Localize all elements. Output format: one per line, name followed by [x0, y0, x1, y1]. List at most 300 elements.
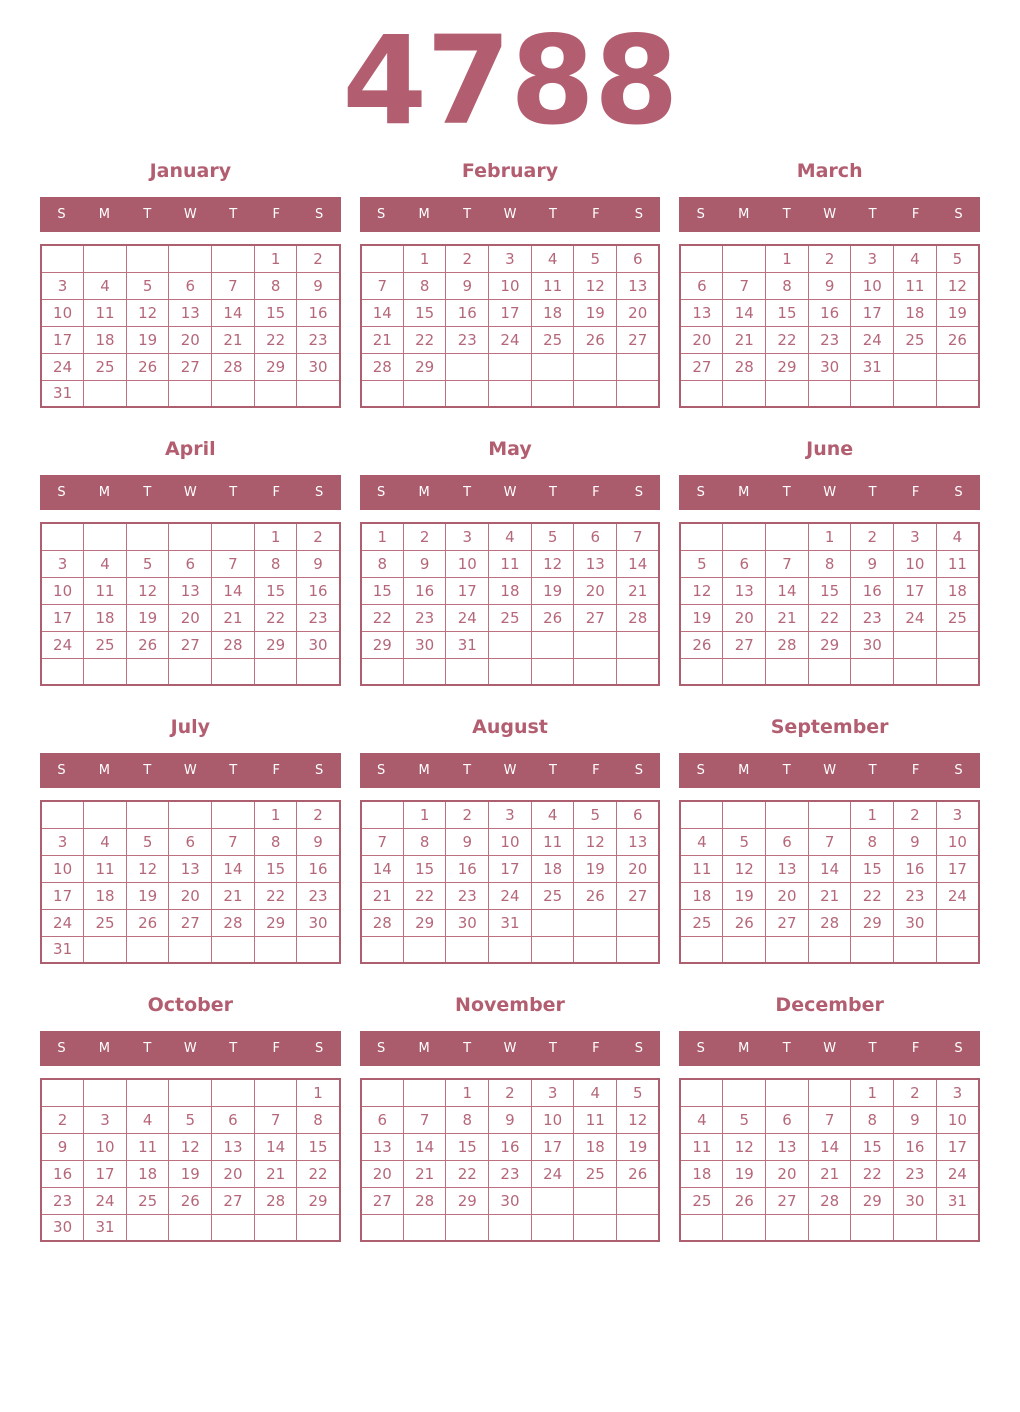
day-cell: 14 [254, 1133, 297, 1160]
day-cell: 12 [126, 299, 169, 326]
day-cell: 15 [254, 577, 297, 604]
day-cell: 29 [254, 909, 297, 936]
day-cell: 1 [254, 245, 297, 272]
day-cell [680, 936, 723, 963]
day-cell: 24 [41, 909, 84, 936]
month-block [360, 980, 661, 1258]
day-cell: 16 [446, 855, 489, 882]
day-cell: 1 [361, 523, 404, 550]
day-cell: 12 [723, 855, 766, 882]
day-cell: 13 [574, 550, 617, 577]
month-days-table [360, 800, 661, 964]
day-cell: 11 [126, 1133, 169, 1160]
weekday-header [360, 753, 661, 788]
day-cell [361, 245, 404, 272]
weekday-label: W [503, 485, 517, 500]
day-cell [531, 380, 574, 407]
day-cell: 17 [41, 326, 84, 353]
day-cell: 19 [126, 604, 169, 631]
week-row [361, 909, 660, 936]
day-cell: 25 [531, 326, 574, 353]
day-cell: 8 [766, 272, 809, 299]
day-cell: 6 [723, 550, 766, 577]
weekday-label: S [696, 485, 705, 500]
day-cell: 2 [297, 523, 340, 550]
day-cell: 17 [936, 1133, 979, 1160]
day-cell: 23 [403, 604, 446, 631]
day-cell: 3 [894, 523, 937, 550]
week-row [361, 550, 660, 577]
day-cell: 26 [126, 909, 169, 936]
day-cell: 30 [851, 631, 894, 658]
weekday-label: W [823, 1041, 837, 1056]
day-cell [403, 1214, 446, 1241]
day-cell [254, 658, 297, 685]
month-title: February [461, 160, 559, 182]
day-cell: 4 [936, 523, 979, 550]
week-row [41, 353, 340, 380]
day-cell [894, 380, 937, 407]
weekday-label: S [315, 207, 324, 222]
week-row [41, 577, 340, 604]
day-cell: 27 [169, 353, 212, 380]
weekday-label: T [463, 763, 472, 778]
day-cell: 25 [936, 604, 979, 631]
day-cell: 21 [617, 577, 660, 604]
week-row [41, 380, 340, 407]
day-cell: 12 [126, 577, 169, 604]
weekday-label: F [911, 763, 920, 778]
weekday-label: S [954, 207, 963, 222]
day-cell: 18 [531, 299, 574, 326]
day-cell: 29 [446, 1187, 489, 1214]
day-cell [169, 801, 212, 828]
day-cell: 4 [126, 1106, 169, 1133]
day-cell [126, 658, 169, 685]
day-cell: 8 [254, 550, 297, 577]
month-title: November [455, 994, 565, 1016]
day-cell [446, 353, 489, 380]
day-cell [84, 245, 127, 272]
day-cell: 2 [403, 523, 446, 550]
day-cell: 11 [936, 550, 979, 577]
day-cell: 26 [574, 882, 617, 909]
day-cell: 20 [169, 326, 212, 353]
day-cell: 14 [212, 855, 255, 882]
weekday-label: F [592, 763, 600, 778]
day-cell [361, 658, 404, 685]
day-cell: 11 [84, 855, 127, 882]
day-cell: 14 [723, 299, 766, 326]
day-cell: 4 [680, 1106, 723, 1133]
day-cell [574, 380, 617, 407]
weekday-header [40, 197, 341, 232]
day-cell: 11 [84, 299, 127, 326]
day-cell: 13 [169, 855, 212, 882]
day-cell [126, 1079, 169, 1106]
week-row [41, 801, 340, 828]
week-row [41, 604, 340, 631]
day-cell: 12 [169, 1133, 212, 1160]
day-cell [297, 658, 340, 685]
week-row [361, 272, 660, 299]
day-cell [446, 658, 489, 685]
day-cell: 16 [403, 577, 446, 604]
weekday-label: F [592, 1041, 600, 1056]
day-cell: 4 [574, 1079, 617, 1106]
day-cell: 3 [446, 523, 489, 550]
day-cell: 22 [254, 882, 297, 909]
day-cell: 14 [212, 299, 255, 326]
day-cell: 15 [851, 855, 894, 882]
day-cell: 11 [680, 1133, 723, 1160]
year-title: 4788 [342, 10, 678, 152]
day-cell: 7 [723, 272, 766, 299]
day-cell: 5 [723, 828, 766, 855]
day-cell [766, 936, 809, 963]
day-cell: 24 [936, 1160, 979, 1187]
day-cell: 18 [936, 577, 979, 604]
day-cell: 5 [169, 1106, 212, 1133]
day-cell: 15 [808, 577, 851, 604]
day-cell: 16 [489, 1133, 532, 1160]
day-cell [574, 1214, 617, 1241]
day-cell [489, 380, 532, 407]
day-cell: 30 [403, 631, 446, 658]
weekday-label: S [634, 485, 643, 500]
day-cell [723, 380, 766, 407]
week-row [361, 326, 660, 353]
day-cell: 28 [212, 909, 255, 936]
day-cell [617, 936, 660, 963]
weekday-label: T [143, 1041, 152, 1056]
month-title: June [806, 438, 854, 460]
day-cell: 6 [680, 272, 723, 299]
day-cell [84, 801, 127, 828]
weekday-label: W [823, 763, 837, 778]
day-cell: 21 [254, 1160, 297, 1187]
day-cell: 1 [403, 245, 446, 272]
day-cell: 25 [84, 909, 127, 936]
week-row [41, 1214, 340, 1241]
day-cell [446, 1214, 489, 1241]
day-cell: 29 [297, 1187, 340, 1214]
month-block [40, 146, 341, 424]
weekday-label: F [592, 485, 600, 500]
month-days-table [40, 244, 341, 408]
day-cell: 7 [766, 550, 809, 577]
day-cell: 21 [723, 326, 766, 353]
day-cell [766, 380, 809, 407]
day-cell: 4 [84, 550, 127, 577]
day-cell: 20 [617, 299, 660, 326]
day-cell: 5 [126, 550, 169, 577]
day-cell: 9 [297, 272, 340, 299]
day-cell: 19 [126, 326, 169, 353]
weekday-label: F [911, 207, 920, 222]
day-cell: 21 [361, 882, 404, 909]
day-cell: 4 [489, 523, 532, 550]
day-cell [531, 631, 574, 658]
day-cell: 4 [84, 272, 127, 299]
month-title: April [164, 438, 216, 460]
day-cell: 11 [489, 550, 532, 577]
week-row [361, 1160, 660, 1187]
day-cell [489, 936, 532, 963]
day-cell: 28 [617, 604, 660, 631]
day-cell [936, 1214, 979, 1241]
day-cell: 3 [84, 1106, 127, 1133]
week-row [361, 245, 660, 272]
day-cell [169, 658, 212, 685]
day-cell [254, 380, 297, 407]
day-cell: 8 [403, 272, 446, 299]
weekday-label: S [315, 1041, 324, 1056]
day-cell: 5 [617, 1079, 660, 1106]
day-cell: 31 [489, 909, 532, 936]
day-cell [169, 1214, 212, 1241]
weekday-label: F [272, 485, 280, 500]
day-cell [41, 523, 84, 550]
day-cell [808, 380, 851, 407]
weekday-label: S [377, 207, 386, 222]
day-cell: 27 [169, 909, 212, 936]
month-days-table [40, 522, 341, 686]
day-cell: 23 [446, 882, 489, 909]
day-cell: 6 [169, 550, 212, 577]
weekday-label: M [418, 1041, 430, 1056]
day-cell: 25 [84, 353, 127, 380]
day-cell [617, 909, 660, 936]
month-title: January [149, 160, 232, 182]
day-cell: 22 [254, 326, 297, 353]
day-cell: 9 [446, 828, 489, 855]
week-row [41, 631, 340, 658]
day-cell [297, 936, 340, 963]
day-cell: 19 [169, 1160, 212, 1187]
day-cell [126, 801, 169, 828]
day-cell: 24 [936, 882, 979, 909]
day-cell [723, 801, 766, 828]
day-cell: 2 [489, 1079, 532, 1106]
day-cell [41, 1079, 84, 1106]
day-cell: 21 [766, 604, 809, 631]
day-cell: 17 [41, 604, 84, 631]
week-row [680, 1079, 979, 1106]
day-cell: 2 [851, 523, 894, 550]
day-cell [489, 353, 532, 380]
day-cell: 25 [126, 1187, 169, 1214]
day-cell: 21 [212, 326, 255, 353]
day-cell: 19 [531, 577, 574, 604]
day-cell: 16 [297, 299, 340, 326]
day-cell: 26 [126, 631, 169, 658]
day-cell [680, 245, 723, 272]
day-cell: 18 [680, 882, 723, 909]
day-cell: 2 [297, 801, 340, 828]
day-cell: 11 [84, 577, 127, 604]
day-cell: 14 [361, 299, 404, 326]
day-cell: 7 [212, 550, 255, 577]
day-cell [254, 1079, 297, 1106]
day-cell: 21 [403, 1160, 446, 1187]
week-row [41, 936, 340, 963]
day-cell [41, 658, 84, 685]
weekday-label: S [57, 763, 66, 778]
day-cell: 7 [212, 272, 255, 299]
month-block [679, 702, 980, 980]
day-cell: 12 [126, 855, 169, 882]
day-cell: 14 [361, 855, 404, 882]
week-row [680, 1106, 979, 1133]
weekday-label: M [418, 763, 430, 778]
day-cell: 24 [446, 604, 489, 631]
weekday-label: S [377, 1041, 386, 1056]
day-cell [574, 909, 617, 936]
week-row [361, 1214, 660, 1241]
weekday-label: T [463, 485, 472, 500]
weekday-label: M [738, 763, 750, 778]
day-cell: 15 [766, 299, 809, 326]
day-cell: 11 [531, 828, 574, 855]
day-cell: 26 [617, 1160, 660, 1187]
day-cell: 20 [766, 882, 809, 909]
weekday-header [679, 1031, 980, 1066]
day-cell: 28 [361, 909, 404, 936]
day-cell: 29 [254, 353, 297, 380]
day-cell: 28 [766, 631, 809, 658]
weekday-label: F [272, 207, 280, 222]
month-days-table [40, 800, 341, 964]
day-cell: 15 [254, 299, 297, 326]
weekday-label: S [634, 207, 643, 222]
month-title: December [775, 994, 884, 1016]
day-cell [574, 658, 617, 685]
day-cell: 11 [531, 272, 574, 299]
week-row [680, 353, 979, 380]
day-cell [617, 631, 660, 658]
day-cell: 15 [446, 1133, 489, 1160]
day-cell [41, 245, 84, 272]
day-cell: 18 [894, 299, 937, 326]
week-row [361, 380, 660, 407]
day-cell: 6 [766, 828, 809, 855]
day-cell: 24 [531, 1160, 574, 1187]
weekday-label: T [868, 485, 877, 500]
weekday-header [40, 1031, 341, 1066]
day-cell: 30 [894, 1187, 937, 1214]
week-row [41, 299, 340, 326]
day-cell: 17 [894, 577, 937, 604]
day-cell: 29 [254, 631, 297, 658]
day-cell: 17 [41, 882, 84, 909]
day-cell [723, 936, 766, 963]
day-cell: 6 [169, 828, 212, 855]
day-cell: 27 [574, 604, 617, 631]
day-cell: 27 [766, 1187, 809, 1214]
day-cell: 3 [489, 801, 532, 828]
week-row [361, 604, 660, 631]
weekday-label: T [868, 207, 877, 222]
day-cell: 11 [574, 1106, 617, 1133]
day-cell: 24 [489, 326, 532, 353]
day-cell [169, 936, 212, 963]
day-cell: 3 [531, 1079, 574, 1106]
week-row [41, 1106, 340, 1133]
weekday-header [360, 197, 661, 232]
day-cell: 5 [574, 801, 617, 828]
month-block [40, 424, 341, 702]
day-cell [617, 1187, 660, 1214]
day-cell: 10 [894, 550, 937, 577]
day-cell: 16 [297, 855, 340, 882]
day-cell: 26 [169, 1187, 212, 1214]
day-cell: 3 [489, 245, 532, 272]
day-cell: 17 [446, 577, 489, 604]
day-cell [936, 936, 979, 963]
week-row [41, 1160, 340, 1187]
day-cell: 22 [254, 604, 297, 631]
day-cell: 20 [212, 1160, 255, 1187]
day-cell: 14 [212, 577, 255, 604]
day-cell: 7 [361, 272, 404, 299]
week-row [41, 855, 340, 882]
weekday-label: S [954, 485, 963, 500]
day-cell: 26 [126, 353, 169, 380]
day-cell [680, 1079, 723, 1106]
weekday-label: F [272, 1041, 280, 1056]
day-cell: 28 [212, 353, 255, 380]
day-cell: 27 [723, 631, 766, 658]
day-cell: 20 [574, 577, 617, 604]
day-cell: 15 [403, 855, 446, 882]
day-cell: 28 [361, 353, 404, 380]
day-cell: 8 [297, 1106, 340, 1133]
day-cell: 9 [446, 272, 489, 299]
day-cell: 23 [894, 1160, 937, 1187]
day-cell: 18 [84, 882, 127, 909]
day-cell: 2 [446, 245, 489, 272]
week-row [41, 245, 340, 272]
day-cell: 16 [894, 855, 937, 882]
day-cell: 18 [680, 1160, 723, 1187]
day-cell: 4 [680, 828, 723, 855]
day-cell: 31 [851, 353, 894, 380]
week-row [41, 909, 340, 936]
day-cell: 1 [403, 801, 446, 828]
weekday-label: T [868, 1041, 877, 1056]
month-title: August [472, 716, 548, 738]
day-cell [531, 909, 574, 936]
day-cell: 3 [41, 828, 84, 855]
week-row [361, 299, 660, 326]
day-cell: 23 [297, 326, 340, 353]
weekday-label: M [738, 207, 750, 222]
week-row [680, 828, 979, 855]
weekday-label: W [183, 1041, 197, 1056]
day-cell: 30 [446, 909, 489, 936]
weekday-label: F [911, 485, 920, 500]
day-cell: 30 [297, 909, 340, 936]
day-cell [936, 909, 979, 936]
day-cell [680, 658, 723, 685]
day-cell [489, 631, 532, 658]
day-cell: 7 [212, 828, 255, 855]
day-cell: 8 [403, 828, 446, 855]
day-cell: 21 [808, 882, 851, 909]
day-cell: 15 [297, 1133, 340, 1160]
weekday-label: M [738, 485, 750, 500]
